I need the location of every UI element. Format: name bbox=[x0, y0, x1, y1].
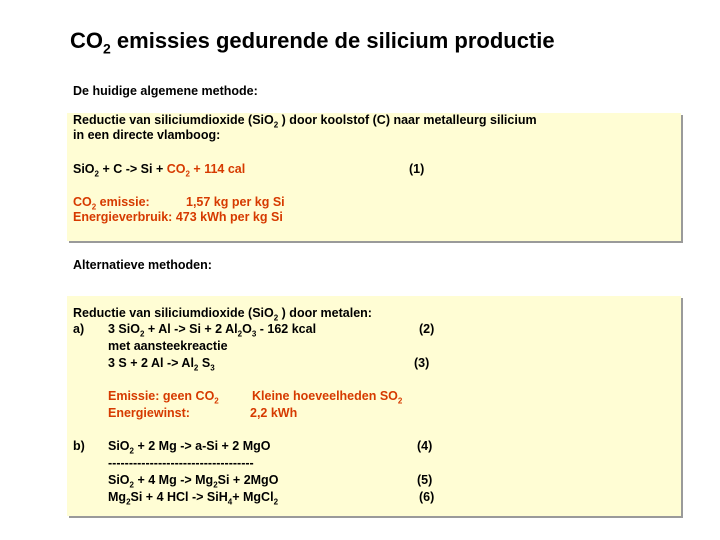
item-a-label: a) bbox=[73, 322, 85, 336]
equation-number: (5) bbox=[417, 473, 433, 487]
emission-value: 1,57 kg per kg Si bbox=[186, 195, 285, 209]
energy-gain-label: Energiewinst: bbox=[108, 406, 190, 420]
so2-note: Kleine hoeveelheden $SO_2$ bbox=[252, 389, 403, 406]
equation-4: SiO$_2$ + 2 Mg -> a-Si + 2 MgO bbox=[108, 439, 271, 456]
equation-3: 3 S + 2 $Al -> Al_2$ $S_3$ bbox=[108, 356, 215, 373]
page-title: $CO_2$ emissies gedurende de silicium productie bbox=[70, 28, 555, 57]
equation-number: (2) bbox=[419, 322, 435, 336]
equation-5: SiO$_2$ + 4 $Mg -> Mg_2Si + 2MgO$ bbox=[108, 473, 279, 490]
intro-line: Reductie van siliciumdioxide (SiO$_2$ ) door metalen: bbox=[73, 306, 372, 323]
equation-6: $Mg_2Si + 4$ HCl -> SiH$_4$+ MgCl$_2$ bbox=[108, 490, 279, 507]
section-heading-alternative: Alternatieve methoden: bbox=[73, 258, 212, 272]
ignition-note: met aansteekreactie bbox=[108, 339, 228, 353]
current-method-box bbox=[67, 113, 681, 241]
energy-consumption: Energieverbruik: 473 kWh per kg Si bbox=[73, 210, 283, 224]
dashed-separator: ----------------------------------- bbox=[108, 456, 254, 470]
description-line: in een directe vlamboog: bbox=[73, 128, 221, 142]
alternative-methods-box bbox=[67, 296, 681, 516]
equation-number: (1) bbox=[409, 162, 425, 176]
equation-2: 3 SiO$_2$ + Al -> Si + 2 $Al_2O_3 - 162$ kcal bbox=[108, 322, 317, 339]
equation-number: (6) bbox=[419, 490, 435, 504]
equation-number: (4) bbox=[417, 439, 433, 453]
equation-number: (3) bbox=[414, 356, 430, 370]
equation-1: $SiO_2 + C -> Si + CO_2 + 114$ cal bbox=[73, 162, 246, 179]
item-b-label: b) bbox=[73, 439, 85, 453]
emission-note: Emissie: geen $CO_2$ bbox=[108, 389, 219, 406]
section-heading-current: De huidige algemene methode: bbox=[73, 84, 258, 98]
description-line: Reductie van siliciumdioxide (SiO$_2$ ) door koolstof (C) naar metalleurg silicium bbox=[73, 113, 537, 130]
energy-gain-value: 2,2 kWh bbox=[250, 406, 298, 420]
emission-label: $CO_2$ emissie: bbox=[73, 195, 150, 212]
